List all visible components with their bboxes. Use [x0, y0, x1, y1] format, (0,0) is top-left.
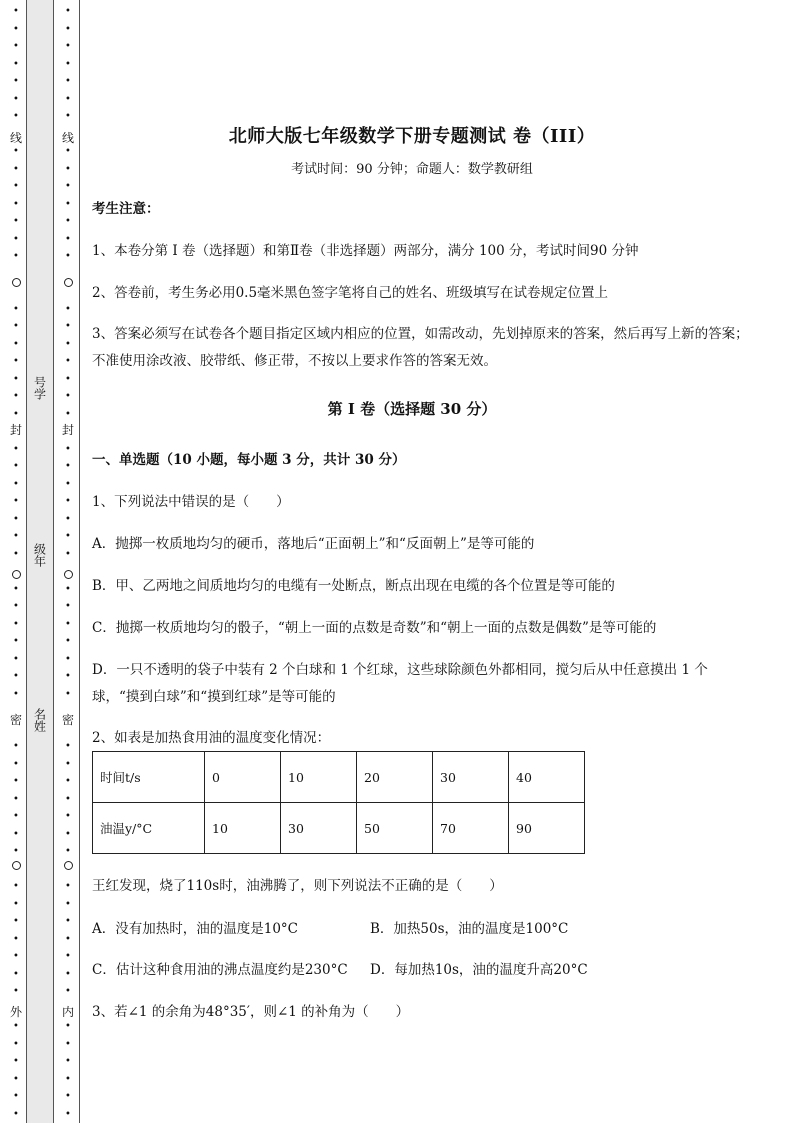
binding-dot: • [13, 1038, 19, 1050]
binding-dot: • [13, 216, 19, 227]
binding-dot: • [65, 58, 71, 70]
binding-dot: • [65, 198, 71, 210]
binding-dot: • [13, 1021, 19, 1032]
binding-dot: • [65, 968, 71, 980]
outer-seal-label: 封 [9, 423, 22, 437]
binding-dot: • [65, 548, 71, 560]
binding-dot: • [65, 461, 71, 472]
table-row [93, 752, 585, 803]
binding-dot: • [65, 443, 71, 455]
field-name-label: 名姓 [32, 708, 47, 732]
binding-dot: • [65, 1038, 71, 1050]
binding-dot: • [65, 513, 71, 525]
binding-circle [9, 570, 23, 579]
binding-dot: • [13, 688, 19, 700]
binding-dot: • [13, 233, 19, 245]
binding-dot: • [13, 636, 19, 647]
binding-dot: • [13, 531, 19, 542]
binding-dot: • [65, 251, 71, 262]
binding-dot: • [65, 986, 71, 997]
question-1-option-b: B．甲、乙两地之间质地均匀的电缆有一处断点，断点出现在电缆的各个位置是等可能的 [92, 578, 615, 594]
binding-dot: • [65, 933, 71, 945]
outer-seal-label: 外 [9, 1005, 22, 1019]
binding-circle [61, 278, 75, 287]
binding-dot: • [65, 688, 71, 700]
question-2-options-row-2 [92, 957, 752, 984]
part-heading: 一、单选题（10 小题，每小题 3 分，共计 30 分） [92, 452, 406, 468]
binding-dot: • [13, 111, 19, 122]
question-2-stem: 2、如表是加热食用油的温度变化情况： [92, 730, 331, 746]
table-cell: 0 [205, 752, 281, 803]
binding-dot: • [13, 76, 19, 87]
binding-dot: • [65, 163, 71, 175]
binding-dot: • [65, 373, 71, 385]
question-1-option-a: A．抛掷一枚质地均匀的硬币，落地后“正面朝上”和“反面朝上”是等可能的 [92, 536, 535, 552]
binding-dot: • [65, 1056, 71, 1067]
binding-dot: • [13, 916, 19, 927]
binding-dot: • [13, 671, 19, 682]
binding-dot: • [65, 776, 71, 787]
table-cell: 50 [357, 803, 433, 854]
table-cell: 10 [281, 752, 357, 803]
table-row [93, 803, 585, 854]
temperature-table [92, 751, 585, 854]
binding-dot: • [65, 216, 71, 227]
binding-dot: • [65, 1091, 71, 1102]
table-header-cell: 时间t/s [93, 752, 205, 803]
question-2-option-d: D．每加热10s，油的温度升高20°C [370, 962, 588, 978]
binding-dot: • [65, 583, 71, 595]
binding-dot: • [13, 41, 19, 52]
table-cell: 40 [509, 752, 585, 803]
question-2-option-b: B．加热50s，油的温度是100°C [370, 921, 569, 937]
binding-dot: • [65, 1108, 71, 1120]
binding-dot: • [65, 1021, 71, 1032]
binding-dot: • [65, 898, 71, 910]
question-2-option-c: C．估计这种食用油的沸点温度约是230°C [92, 962, 348, 978]
binding-dot: • [13, 583, 19, 595]
binding-dot: • [65, 146, 71, 157]
binding-dot: • [65, 233, 71, 245]
notice-item-1: 1、本卷分第 I 卷（选择题）和第Ⅱ卷（非选择题）两部分，满分 100 分，考试时间90 分钟 [92, 243, 639, 259]
binding-dot: • [65, 811, 71, 822]
binding-dot: • [65, 408, 71, 420]
binding-dot: • [13, 1108, 19, 1120]
binding-dot: • [13, 478, 19, 490]
binding-dot: • [13, 303, 19, 315]
binding-dot: • [65, 916, 71, 927]
binding-dot: • [65, 881, 71, 892]
binding-dot: • [13, 338, 19, 350]
binding-dot: • [65, 76, 71, 87]
binding-dot: • [65, 618, 71, 630]
binding-dot: • [13, 443, 19, 455]
binding-dot: • [13, 811, 19, 822]
binding-dot: • [65, 23, 71, 35]
binding-dot: • [13, 391, 19, 402]
binding-dot: • [65, 828, 71, 840]
binding-dot: • [65, 181, 71, 192]
binding-dot: • [65, 846, 71, 857]
inner-seal-label: 线 [61, 131, 74, 145]
table-header-cell: 油温y/°C [93, 803, 205, 854]
binding-strip-edge [79, 0, 80, 1123]
binding-dot: • [13, 898, 19, 910]
binding-dot: • [65, 6, 71, 17]
binding-dot: • [13, 881, 19, 892]
binding-dot: • [65, 478, 71, 490]
binding-dot: • [65, 41, 71, 52]
field-number-label: 号学 [32, 376, 47, 400]
question-3-stem: 3、若∠1 的余角为48°35′，则∠1 的补角为（ ） [92, 1004, 410, 1020]
binding-dot: • [13, 741, 19, 752]
binding-dot: • [13, 1056, 19, 1067]
question-2-options-row-1 [92, 916, 752, 943]
binding-dot: • [13, 181, 19, 192]
binding-dot: • [13, 828, 19, 840]
binding-dot: • [65, 601, 71, 612]
binding-dot: • [13, 198, 19, 210]
binding-circle [9, 861, 23, 870]
binding-dot: • [65, 111, 71, 122]
binding-dot: • [65, 531, 71, 542]
binding-circle [61, 861, 75, 870]
table-cell: 10 [205, 803, 281, 854]
binding-dot: • [13, 601, 19, 612]
outer-seal-label: 密 [9, 713, 22, 727]
question-1-option-d: D．一只不透明的袋子中装有 2 个白球和 1 个红球，这些球除颜色外都相同，搅匀后从中任意摸出 1 个球，“摸到白球”和“摸到红球”是等可能的 [92, 662, 708, 705]
binding-dot: • [65, 636, 71, 647]
binding-dot: • [13, 653, 19, 665]
question-2-follow: 王红发现，烧了110s时，油沸腾了，则下列说法不正确的是（ ） [92, 878, 503, 894]
binding-dot: • [13, 618, 19, 630]
binding-dot: • [13, 933, 19, 945]
binding-dot: • [13, 251, 19, 262]
binding-dot: • [65, 653, 71, 665]
binding-dot: • [13, 6, 19, 17]
binding-inner-column [61, 0, 75, 1123]
binding-dot: • [65, 741, 71, 752]
binding-dot: • [65, 1073, 71, 1085]
binding-dot: • [65, 496, 71, 507]
binding-dot: • [65, 321, 71, 332]
table-cell: 30 [433, 752, 509, 803]
section-title: 第 I 卷（选择题 30 分） [327, 400, 497, 418]
binding-dot: • [13, 373, 19, 385]
binding-dot: • [65, 356, 71, 367]
question-2-option-a: A．没有加热时，油的温度是10°C [92, 921, 299, 937]
notice-item-3: 3、答案必须写在试卷各个题目指定区域内相应的位置，如需改动，先划掉原来的答案，然后再写上新的答案；不准使用涂改液、胶带纸、修正带，不按以上要求作答的答案无效。 [92, 326, 749, 369]
binding-dot: • [13, 408, 19, 420]
binding-dot: • [13, 1091, 19, 1102]
binding-dot: • [65, 338, 71, 350]
field-grade-label: 级年 [32, 543, 47, 567]
binding-dot: • [13, 793, 19, 805]
binding-dot: • [65, 93, 71, 105]
binding-dot: • [13, 163, 19, 175]
binding-dot: • [13, 461, 19, 472]
binding-dot: • [13, 951, 19, 962]
binding-dot: • [65, 303, 71, 315]
binding-circle [9, 278, 23, 287]
binding-dot: • [13, 846, 19, 857]
binding-dot: • [13, 776, 19, 787]
binding-dot: • [65, 391, 71, 402]
binding-dot: • [13, 758, 19, 770]
binding-dot: • [13, 58, 19, 70]
binding-dot: • [13, 93, 19, 105]
binding-outer-column [9, 0, 23, 1123]
binding-dot: • [13, 513, 19, 525]
table-cell: 20 [357, 752, 433, 803]
inner-seal-label: 封 [61, 423, 74, 437]
binding-dot: • [13, 321, 19, 332]
notice-heading: 考生注意： [92, 201, 160, 217]
binding-dot: • [13, 1073, 19, 1085]
binding-circle [61, 570, 75, 579]
binding-dot: • [65, 758, 71, 770]
binding-dot: • [65, 951, 71, 962]
table-cell: 70 [433, 803, 509, 854]
table-cell: 90 [509, 803, 585, 854]
binding-dot: • [65, 793, 71, 805]
question-1-option-c: C．抛掷一枚质地均匀的骰子，“朝上一面的点数是奇数”和“朝上一面的点数是偶数”是等可能的 [92, 620, 657, 636]
question-1-stem: 1、下列说法中错误的是（ ） [92, 494, 290, 510]
binding-dot: • [13, 23, 19, 35]
outer-seal-label: 线 [9, 131, 22, 145]
binding-dot: • [13, 986, 19, 997]
inner-seal-label: 内 [61, 1005, 74, 1019]
binding-dot: • [13, 548, 19, 560]
inner-seal-label: 密 [61, 713, 74, 727]
binding-dot: • [13, 146, 19, 157]
exam-info: 考试时间：90 分钟；命题人：数学教研组 [291, 162, 533, 177]
table-cell: 30 [281, 803, 357, 854]
binding-dot: • [13, 356, 19, 367]
binding-dot: • [13, 496, 19, 507]
notice-item-2: 2、答卷前，考生务必用0.5毫米黑色签字笔将自己的姓名、班级填写在试卷规定位置上 [92, 285, 609, 301]
binding-dot: • [13, 968, 19, 980]
page-title: 北师大版七年级数学下册专题测试 卷（III） [228, 126, 596, 147]
binding-dot: • [65, 671, 71, 682]
